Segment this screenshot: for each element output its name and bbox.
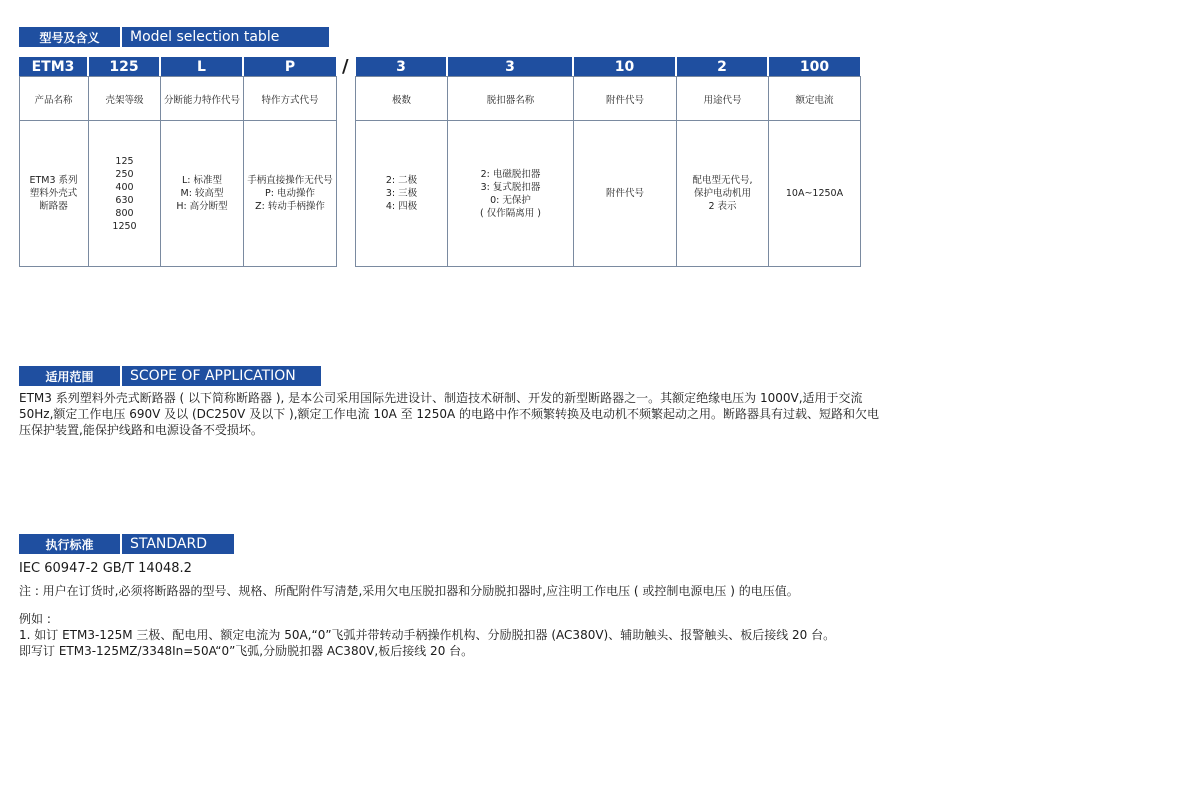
value-line: 400 bbox=[115, 181, 134, 193]
value-line: 2: 二极 bbox=[385, 175, 418, 186]
scope-line: ETM3 系列塑料外壳式断路器 ( 以下简称断路器 ), 是本公司采用国际先进设计、制造技术研制、开发的新型断路器之一。其额定绝缘电压为 1000V,适用于交流 bbox=[19, 391, 863, 405]
label-product: 产品名称 bbox=[34, 94, 73, 106]
value-line: 配电型无代号, bbox=[692, 175, 753, 186]
standard-line: IEC 60947-2 GB/T 14048.2 bbox=[19, 561, 192, 576]
standard-section-header bbox=[19, 534, 234, 554]
value-line: 保护电动机用 bbox=[693, 188, 751, 199]
code-accessory: 10 bbox=[574, 57, 675, 76]
standard-section-title-en: STANDARD bbox=[122, 534, 234, 554]
value-line: 2 表示 bbox=[708, 201, 737, 212]
value-line: 3: 三极 bbox=[385, 188, 418, 199]
value-breaking bbox=[161, 121, 243, 266]
label-current: 额定电流 bbox=[795, 94, 834, 106]
value-accessory bbox=[574, 121, 676, 266]
value-line: M: 较高型 bbox=[180, 188, 224, 199]
value-line: 3: 复式脱扣器 bbox=[480, 181, 541, 193]
code-poles: 3 bbox=[356, 57, 446, 76]
code-breaking: L bbox=[161, 57, 242, 76]
scope-section-title-cn: 适用范围 bbox=[19, 366, 120, 386]
value-frame bbox=[89, 121, 160, 266]
model-section-header bbox=[19, 27, 329, 47]
label-frame: 壳架等级 bbox=[105, 94, 144, 106]
value-usage bbox=[677, 121, 768, 266]
value-line: 125 bbox=[115, 155, 134, 167]
model-section-title-en: Model selection table bbox=[122, 27, 329, 47]
value-line: 630 bbox=[115, 194, 134, 206]
scope-section-header bbox=[19, 366, 321, 386]
value-line: L: 标准型 bbox=[181, 175, 222, 186]
value-line: 800 bbox=[115, 207, 134, 219]
label-poles: 极数 bbox=[391, 94, 411, 106]
value-line: 塑料外壳式 bbox=[29, 188, 78, 199]
code-frame: 125 bbox=[89, 57, 159, 76]
example-block bbox=[19, 627, 835, 659]
label-breaking: 分断能力特作代号 bbox=[163, 94, 240, 106]
value-line: Z: 转动手柄操作 bbox=[255, 201, 325, 212]
code-operation: P bbox=[244, 57, 336, 76]
code-release: 3 bbox=[448, 57, 572, 76]
value-line: P: 电动操作 bbox=[265, 188, 315, 199]
label-operation: 特作方式代号 bbox=[261, 94, 319, 106]
code-separator: / bbox=[342, 56, 349, 77]
value-product bbox=[19, 121, 88, 266]
scope-line: 50Hz,额定工作电压 690V 及以 (DC250V 及以下 ),额定工作电流 10A 至 1250A 的电路中作不频繁转换及电动机不频繁起动之用。断路器具有过载、短路和欠电 bbox=[19, 407, 879, 421]
value-line: ETM3 系列 bbox=[29, 175, 78, 186]
value-line: 1250 bbox=[112, 220, 137, 232]
value-line: H: 高分断型 bbox=[176, 201, 228, 212]
example-line: 1. 如订 ETM3-125M 三极、配电用、额定电流为 50A,“0”飞弧并带转动手柄操作机构、分励脱扣器 (AC380V)、辅助触头、报警触头、板后接线 20 台。 bbox=[19, 628, 836, 642]
code-usage: 2 bbox=[677, 57, 767, 76]
order-note: 注 : 用户在订货时,必须将断路器的型号、规格、所配附件写清楚,采用欠电压脱扣器和分励脱扣器时,应注明工作电压 ( 或控制电源电压 ) 的电压值。 bbox=[19, 584, 799, 598]
value-line: 0: 无保护 bbox=[490, 194, 531, 206]
label-release: 脱扣器名称 bbox=[486, 94, 535, 106]
value-line: 手柄直接操作无代号 bbox=[247, 175, 333, 186]
value-line: 附件代号 bbox=[605, 188, 644, 199]
value-poles bbox=[356, 121, 447, 266]
example-label: 例如 : bbox=[19, 612, 51, 626]
value-line: 2: 电磁脱扣器 bbox=[480, 168, 541, 180]
model-section-title-cn: 型号及含义 bbox=[19, 27, 120, 47]
code-product: ETM3 bbox=[19, 57, 87, 76]
label-accessory: 附件代号 bbox=[605, 94, 644, 106]
value-line: ( 仅作隔离用 ) bbox=[480, 207, 541, 219]
scope-paragraph bbox=[19, 390, 879, 438]
value-current bbox=[769, 121, 860, 266]
scope-line: 压保护装置,能保护线路和电源设备不受损坏。 bbox=[19, 423, 263, 437]
standard-section-title-cn: 执行标准 bbox=[19, 534, 120, 554]
scope-section-title-en: SCOPE OF APPLICATION bbox=[122, 366, 321, 386]
code-current: 100 bbox=[769, 57, 860, 76]
label-usage: 用途代号 bbox=[703, 94, 742, 106]
value-release bbox=[448, 121, 573, 266]
value-line: 10A~1250A bbox=[785, 188, 844, 199]
value-line: 4: 四极 bbox=[385, 201, 418, 212]
value-operation bbox=[244, 121, 336, 266]
example-line: 即写订 ETM3-125MZ/3348In=50A“0”飞弧,分励脱扣器 AC380V,板后接线 20 台。 bbox=[19, 644, 474, 658]
value-line: 250 bbox=[115, 168, 134, 180]
value-line: 断路器 bbox=[39, 201, 68, 212]
